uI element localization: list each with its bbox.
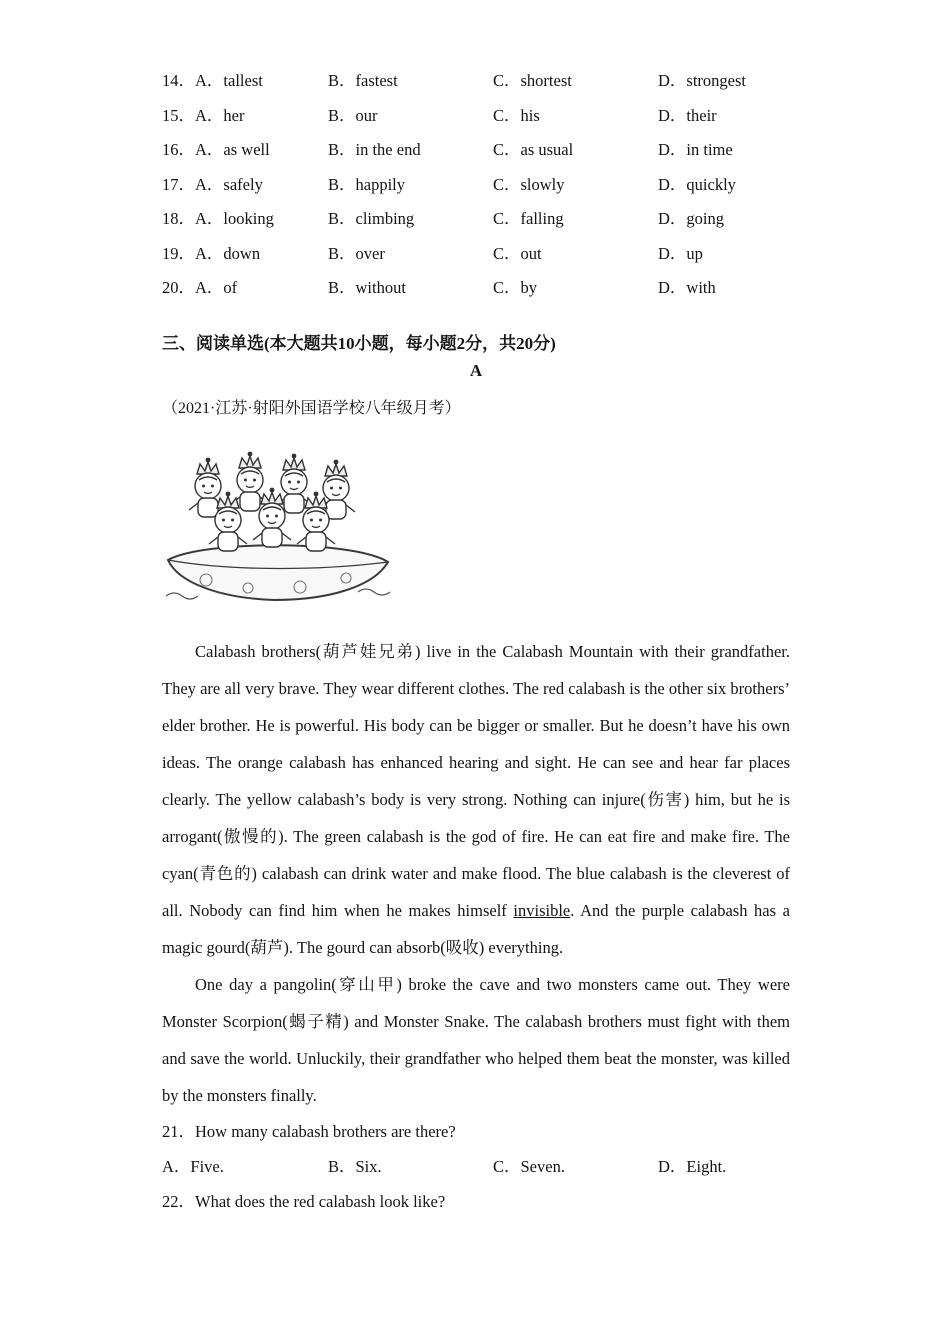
option-a: A．of [195, 278, 238, 297]
option-c: C．falling [493, 209, 564, 228]
option-b: B．Six. [328, 1156, 382, 1176]
passage-text: . And the purple calabash has a magic gourd(葫芦). The gourd can absorb(吸收) everything. [162, 900, 790, 957]
option-cell-a [162, 237, 328, 272]
option-b: B．our [328, 105, 378, 125]
cloze-option-row [162, 237, 790, 272]
calabash-brothers-illustration [162, 440, 394, 606]
illustration-figure [162, 440, 790, 611]
cloze-option-row [162, 202, 790, 237]
option-cell-a [162, 202, 328, 237]
option-cell-a [162, 133, 328, 168]
passage-paragraph-1 [162, 633, 790, 966]
cloze-option-row [162, 271, 790, 306]
option-d: D．Eight. [658, 1156, 727, 1176]
option-a: A．down [195, 243, 261, 263]
question-number: 18． [162, 209, 195, 228]
question-number: 14． [162, 71, 195, 90]
option-d: D．up [658, 243, 703, 263]
option-cell-a [162, 168, 328, 203]
cloze-option-row [162, 99, 790, 134]
question-number: 16． [162, 140, 195, 159]
option-d: D．with [658, 278, 716, 297]
option-c: C．slowly [493, 174, 565, 194]
cloze-options-section [162, 64, 790, 306]
option-a: A．tallest [195, 71, 263, 90]
option-cell-a [162, 99, 328, 134]
option-a: A．safely [195, 174, 263, 194]
passage-label: A [469, 360, 483, 380]
option-a: A．looking [195, 209, 274, 228]
cloze-option-row [162, 64, 790, 99]
option-c: C．his [493, 105, 540, 125]
section-header: 三、阅读单选(本大题共10小题，每小题2分，共20分) [162, 333, 556, 353]
option-c: C．shortest [493, 71, 572, 90]
option-b: B．over [328, 243, 385, 263]
option-b: B．happily [328, 174, 405, 194]
underlined-word: invisible [513, 900, 571, 920]
option-cell-a [162, 271, 328, 306]
option-c: C．by [493, 278, 538, 297]
reading-passage [162, 633, 790, 1114]
question-number: 20． [162, 278, 195, 297]
leaf-raft-icon [168, 545, 388, 600]
option-a: A．as well [195, 140, 270, 159]
passage-text: Calabash brothers(葫芦娃兄弟) live in the Calabash Mountain with their grandfather. They are all very brave. They wear different clothes. The red calabash is the other six brothers’ elder brother. He is powerful. His body can be bigger or smaller. But he doesn’t have his own ideas. The orange calabash has enhanced hearing and sight. He can see and hear far places clearly. The yellow calabash’s body is very strong. Nothing can injure(伤害) him, but he is arrogant(傲慢的). The green calabash is the god of fire. He can eat fire and make fire. The cyan(青色的) calabash can drink water and make flood. The blue calabash is the cleverest of all. Nobody can find him when he makes himself [162, 641, 790, 920]
question-number: 19． [162, 243, 195, 263]
option-b: B．climbing [328, 209, 415, 228]
option-cell-a [162, 64, 328, 99]
option-c: C．as usual [493, 140, 574, 159]
option-d: D．in time [658, 140, 733, 159]
option-c: C．out [493, 243, 542, 263]
option-b: B．fastest [328, 71, 398, 90]
cloze-option-row [162, 133, 790, 168]
option-b: B．in the end [328, 140, 421, 159]
cloze-option-row [162, 168, 790, 203]
option-c: C．Seven. [493, 1156, 565, 1176]
option-b: B．without [328, 278, 406, 297]
question-number: 15． [162, 105, 195, 125]
question-21-options [162, 1149, 790, 1184]
question-22-stem: 22．What does the red calabash look like? [162, 1191, 446, 1211]
option-d: D．quickly [658, 174, 736, 194]
question-21-stem: 21．How many calabash brothers are there? [162, 1121, 456, 1141]
source-line: （2021·江苏·射阳外国语学校八年级月考） [162, 399, 461, 417]
option-a: A．Five. [162, 1156, 224, 1176]
option-d: D．going [658, 209, 724, 228]
option-d: D．strongest [658, 71, 746, 90]
option-a: A．her [195, 105, 245, 125]
question-number: 17． [162, 174, 195, 194]
option-d: D．their [658, 105, 717, 125]
passage-paragraph-2: One day a pangolin(穿山甲) broke the cave and two monsters came out. They were Monster Scorpion(蝎子精) and Monster Snake. The calabash brothers must fight with them and save the world. Unluckily, their grandfather who helped them beat the monster, was killed by the monsters finally. [162, 974, 790, 1105]
